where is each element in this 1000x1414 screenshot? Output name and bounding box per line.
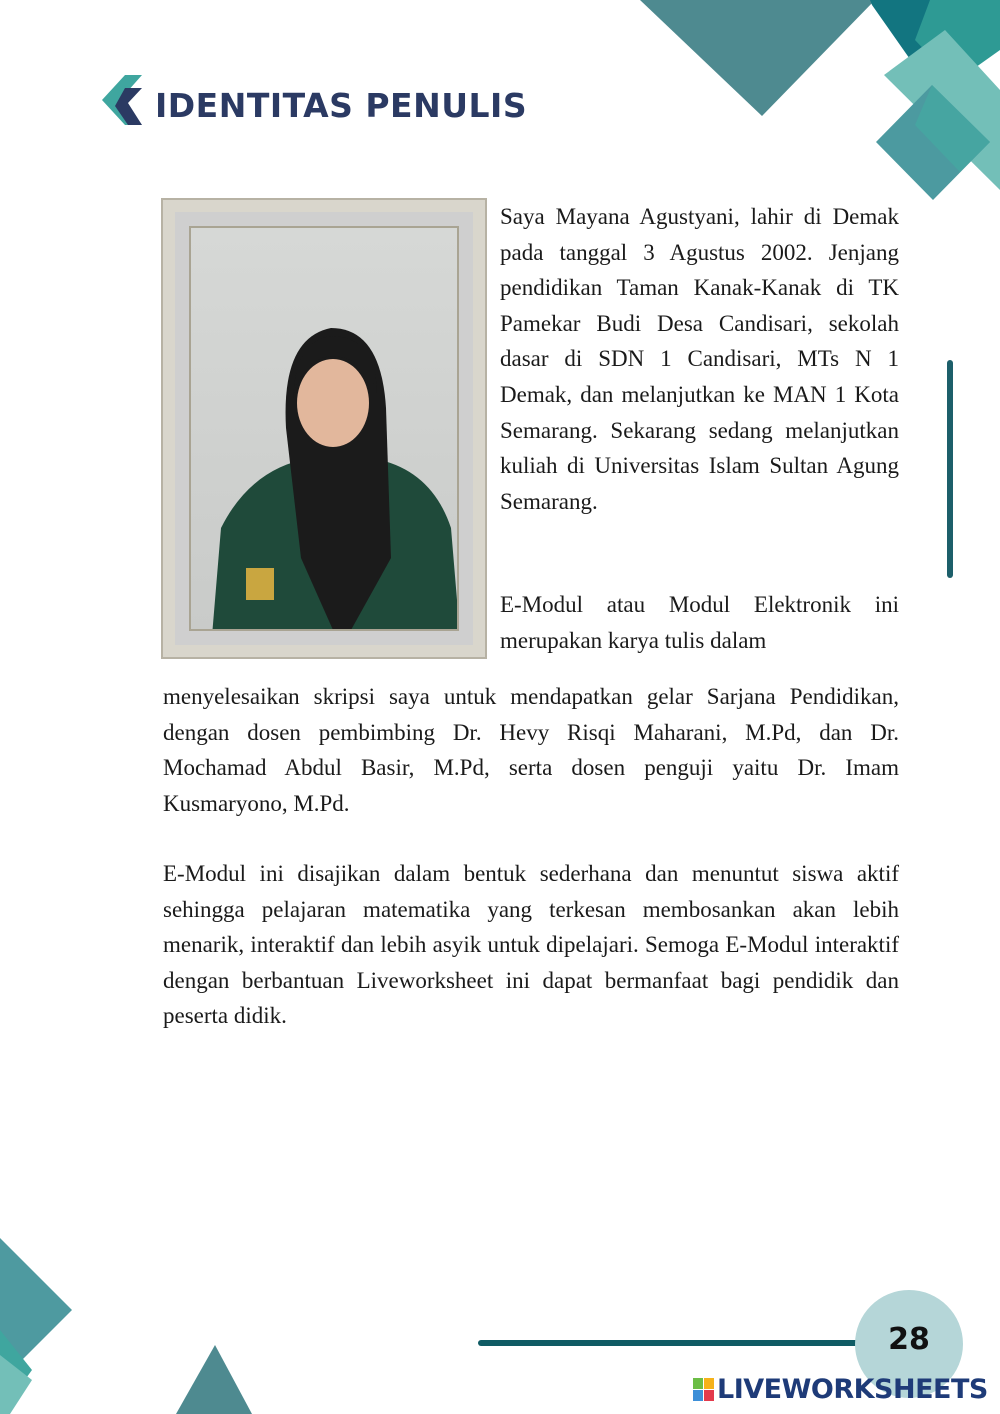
footer-line (478, 1340, 878, 1346)
module-purpose-paragraph: E-Modul ini disajikan dalam bentuk sederhana dan menuntut siswa aktif sehingga pelajaran matematika yang terkesan membosankan akan lebih menarik, interaktif dan lebih asyik untuk dipelajari. Semoga E-Modul interaktif dengan berbantuan Liveworksheet ini dapat bermanfaat bagi pendidik dan peserta didik. (163, 861, 899, 1029)
vertical-accent-bar (947, 360, 953, 578)
author-photo (189, 226, 459, 631)
supervisors-paragraph: menyelesaikan skripsi saya untuk mendapatkan gelar Sarjana Pendidikan, dengan dosen pembimbing Dr. Hevy Risqi Maharani, M.Pd, dan Dr. Mochamad Abdul Basir, M.Pd, serta dosen penguji yaitu Dr. Imam Kusmaryono, M.Pd. (163, 684, 899, 816)
module-intro-paragraph: E-Modul atau Modul Elektronik ini merupakan karya tulis dalam (500, 592, 899, 653)
live-blocks-icon (693, 1378, 714, 1401)
page-title: IDENTITAS PENULIS (155, 86, 528, 125)
author-photo-frame (163, 200, 485, 657)
page-number: 28 (888, 1322, 930, 1357)
liveworksheets-logo (693, 1374, 988, 1405)
top-triangle-shape (640, 0, 875, 116)
brand-text: LIVEWORKSHEETS (717, 1374, 988, 1405)
author-bio-paragraph: Saya Mayana Agustyani, lahir di Demak pada tanggal 3 Agustus 2002. Jenjang pendidikan Taman Kanak-Kanak di TK Pamekar Budi Desa Candisari, sekolah dasar di SDN 1 Candisari, MTs N 1 Demak, dan melanjutkan ke MAN 1 Kota Semarang. Sekarang sedang melanjutkan kuliah di Universitas Islam Sultan Agung Semarang. (500, 204, 899, 514)
bottom-triangle-shape (176, 1345, 252, 1414)
